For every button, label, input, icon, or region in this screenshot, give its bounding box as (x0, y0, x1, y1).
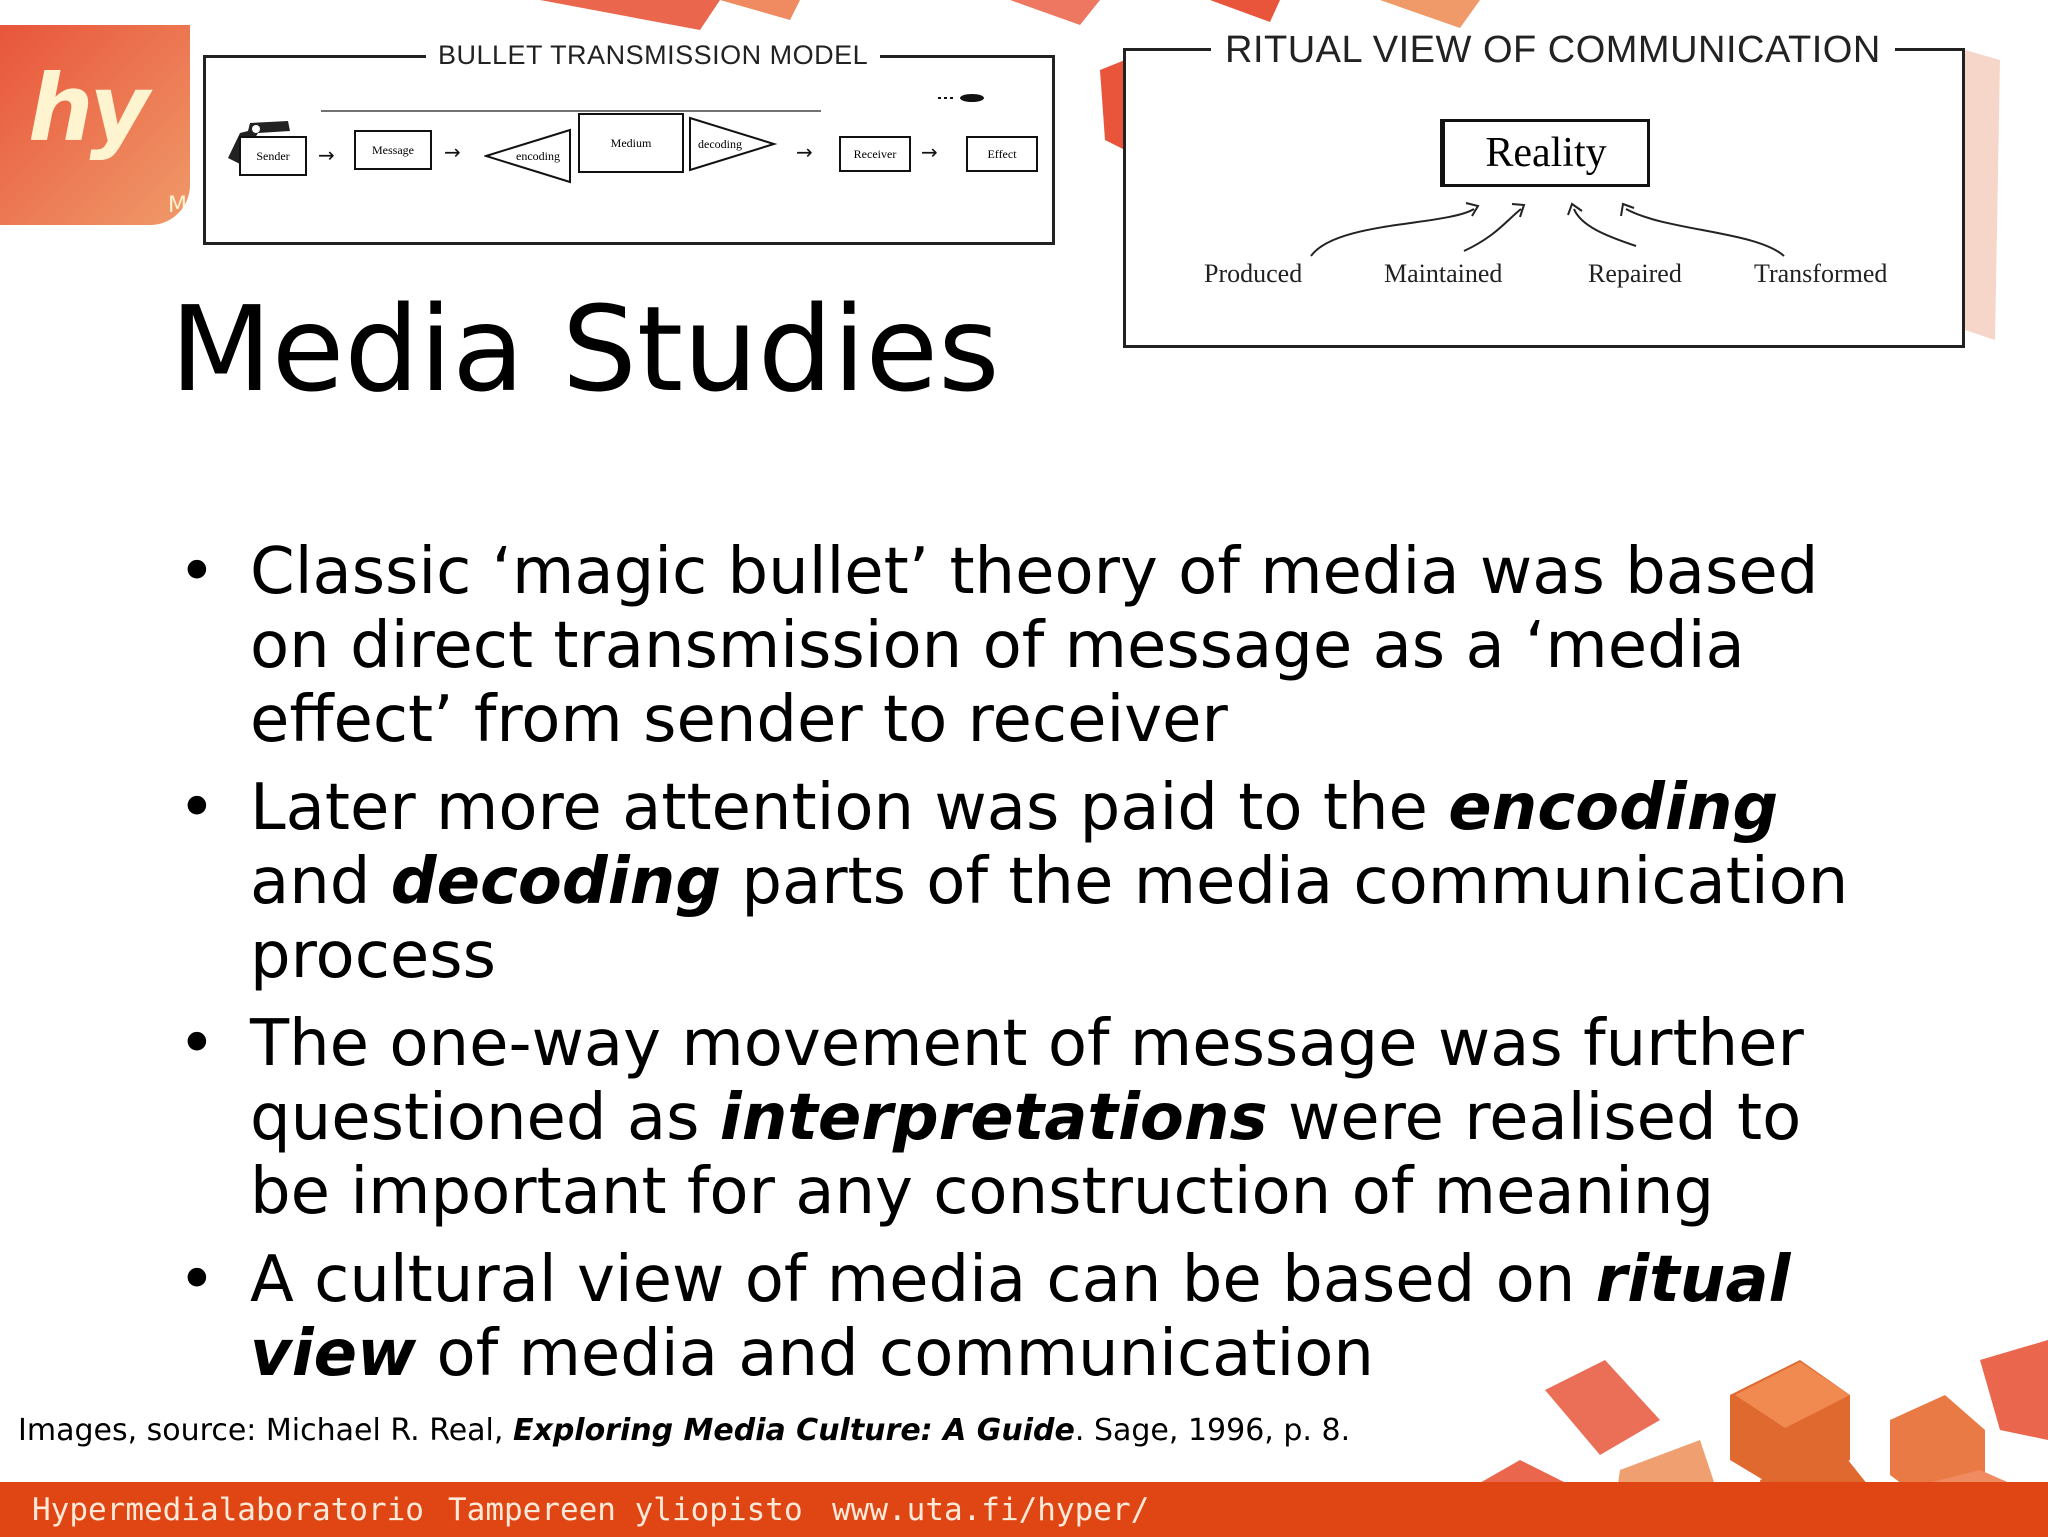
bullet-emphasis: ritual view (250, 1243, 1791, 1391)
bullet-text: Classic ‘magic bullet’ theory of media was based on direct transmission of message as a ‘media effect’ from sender to receiver (250, 535, 1819, 757)
arrow-icon: → (796, 140, 813, 164)
bullet-text: A cultural view of media can be based on (250, 1243, 1596, 1317)
bullet-text: of media and communication (416, 1317, 1374, 1391)
footer-bar (0, 1482, 2048, 1537)
maintained-label: Maintained (1384, 259, 1503, 288)
logo-text: hy (28, 55, 146, 162)
image-source-citation (18, 1413, 1350, 1448)
footer-university: Tampereen yliopisto (448, 1492, 803, 1528)
page-title: Media Studies (170, 280, 1000, 418)
logo-sub: M (168, 193, 187, 218)
list-item (170, 1243, 1890, 1391)
encoding-label: encoding (516, 148, 560, 163)
footer-lab-name: Hypermedialaboratorio (32, 1492, 424, 1528)
ritual-view-diagram (1123, 29, 1965, 348)
reality-box: Reality (1440, 119, 1650, 187)
ritual-view-title: RITUAL VIEW OF COMMUNICATION (1211, 29, 1895, 72)
arrow-icon: → (921, 140, 938, 164)
bullet-text: The one-way movement of message was further questioned as (250, 1007, 1804, 1155)
bullet-text: and (250, 845, 391, 919)
source-suffix: . Sage, 1996, p. 8. (1074, 1413, 1351, 1448)
effect-box: Effect (966, 136, 1038, 172)
bullet-model-title: BULLET TRANSMISSION MODEL (426, 40, 880, 71)
list-item (170, 1007, 1890, 1229)
bullet-text: were realised to be important for any construction of meaning (250, 1081, 1802, 1229)
sender-box: Sender (239, 136, 307, 176)
list-item (170, 771, 1890, 993)
bullet-transmission-diagram (203, 40, 1055, 245)
bullet-icon (936, 88, 996, 108)
medium-box: Medium (578, 113, 684, 173)
bullet-text: parts of the media communication process (250, 845, 1849, 993)
repaired-label: Repaired (1588, 259, 1682, 288)
receiver-box: Receiver (839, 136, 911, 172)
trajectory-line (321, 108, 821, 114)
bullet-emphasis: encoding (1448, 771, 1779, 845)
footer-url-link[interactable]: www.uta.fi/hyper/ (832, 1492, 1150, 1528)
source-book-title: Exploring Media Culture: A Guide (512, 1413, 1075, 1448)
bullet-emphasis: interpretations (719, 1081, 1268, 1155)
produced-label: Produced (1204, 259, 1303, 288)
arrow-icon: → (318, 143, 335, 167)
bullet-list (170, 535, 1890, 1405)
hypermedia-logo (0, 25, 190, 225)
list-item (170, 535, 1890, 757)
message-box: Message (354, 130, 432, 170)
decoding-label: decoding (698, 136, 742, 151)
ritual-arrows (1126, 51, 1968, 351)
bullet-emphasis: decoding (390, 845, 721, 919)
bullet-text: Later more attention was paid to the (250, 771, 1449, 845)
transformed-label: Transformed (1754, 259, 1888, 288)
source-prefix: Images, source: Michael R. Real, (18, 1413, 513, 1448)
arrow-icon: → (444, 140, 461, 164)
